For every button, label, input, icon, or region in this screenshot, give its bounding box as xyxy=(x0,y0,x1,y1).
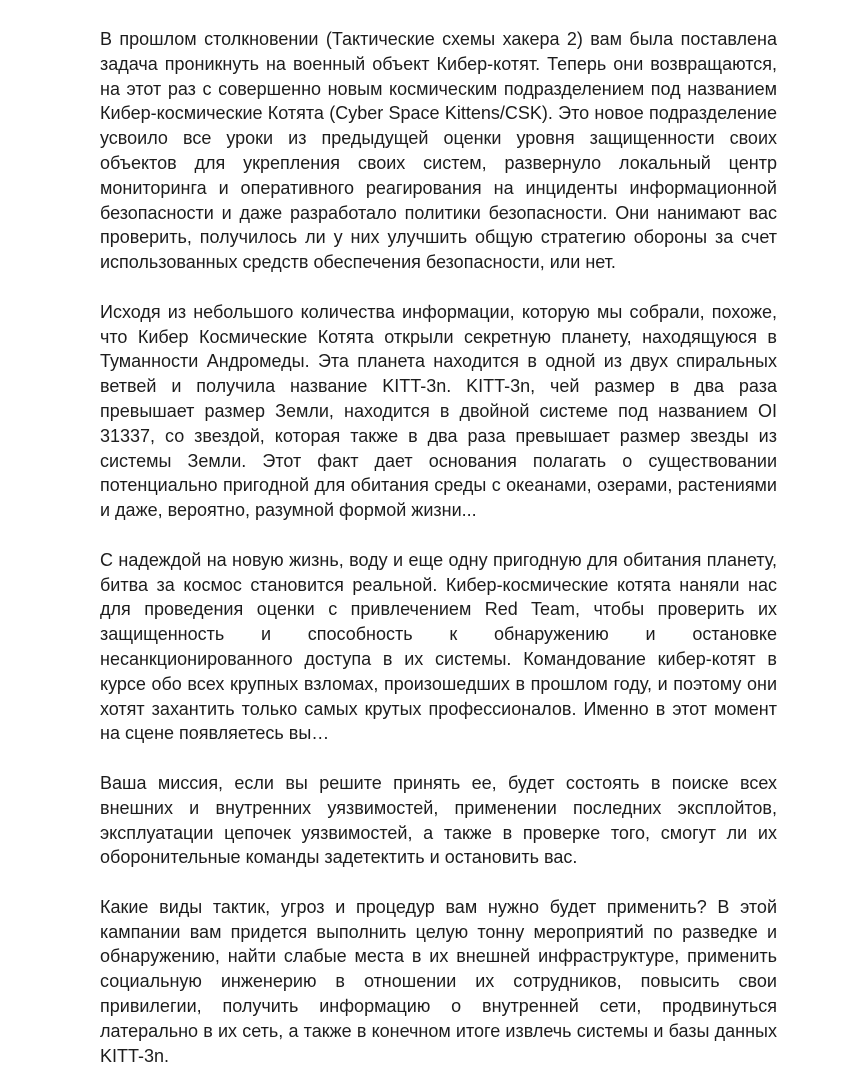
paragraph-intro: В прошлом столкновении (Тактические схемы хакера 2) вам была поставлена задача проникнуть на военный объект Кибер-котят. Теперь они возвращаются, на этот раз с совершенно новым космическим подразделением под названием Кибер-космические Котята (Cyber Space Kittens/CSK). Это новое подразделение усвоило все уроки из предыдущей оценки уровня защищенности своих объектов для укрепления своих систем, развернуло локальный центр мониторинга и оперативного реагирования на инциденты информационной безопасности и даже разработало политики безопасности. Они нанимают вас проверить, получилось ли у них улучшить общую стратегию обороны за счет использованных средств обеспечения безопасности, или нет. xyxy=(100,29,777,273)
paragraph-tactics: Какие виды тактик, угроз и процедур вам нужно будет применить? В этой кампании вам придется выполнить целую тонну мероприятий по разведке и обнаружению, найти слабые места в их внешней инфраструктуре, применить социальную инженерию в отношении их сотрудников, повысить свои привилегии, получить информацию о внутренней сети, продвинуться латерально в их сеть, а также в конечном итоге извлечь системы и базы данных KITT-3n. xyxy=(100,896,777,1066)
document-body xyxy=(100,27,777,1068)
paragraph-planet: Исходя из небольшого количества информации, которую мы собрали, похоже, что Кибер Космические Котята открыли секретную планету, находящуюся в Туманности Андромеды. Эта планета находится в одной из двух спиральных ветвей и получила название KITT-3n. KITT-3n, чей размер в два раза превышает размер Земли, находится в двойной системе под названием OI 31337, со звездой, которая также в два раза превышает размер звезды из системы Земли. Этот факт дает основания полагать о существовании потенциально пригодной для обитания среды с океанами, озерами, растениями и даже, вероятно, разумной формой жизни... xyxy=(100,301,777,521)
paragraph-mission: Ваша миссия, если вы решите принять ее, будет состоять в поиске всех внешних и внутренних уязвимостей, применении последних эксплойтов, эксплуатации цепочек уязвимостей, а также в проверке того, смогут ли их оборонительные команды задетектить и остановить вас. xyxy=(100,772,777,868)
paragraph-red-team: С надеждой на новую жизнь, воду и еще одну пригодную для обитания планету, битва за космос становится реальной. Кибер-космические котята наняли нас для проведения оценки с привлечением Red Team, чтобы проверить их защищенность и способность к обнаружению и остановке несанкционированного доступа в их системы. Командование кибер-котят в курсе обо всех крупных взломах, произошедших в прошлом году, и поэтому они хотят захантить только самых крутых профессионалов. Именно в этот момент на сцене появляетесь вы… xyxy=(100,549,777,744)
